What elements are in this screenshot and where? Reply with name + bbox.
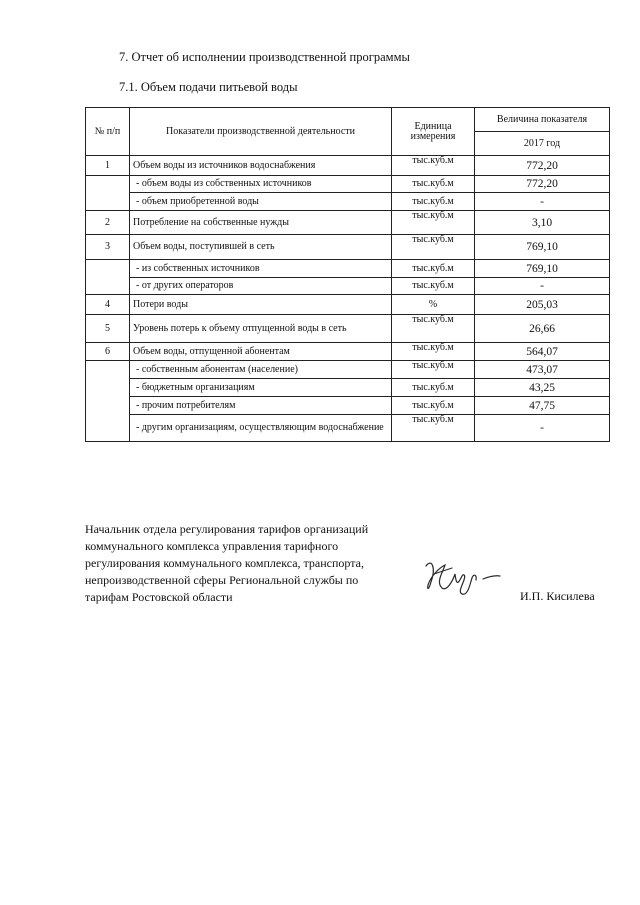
table-row — [86, 315, 610, 343]
row-unit: тыс.куб.м — [392, 343, 475, 361]
row-unit: тыс.куб.м — [392, 260, 475, 278]
row-name: Объем воды из источников водоснабжения — [130, 156, 392, 176]
table-row — [86, 235, 610, 260]
row-value: 47,75 — [475, 397, 610, 415]
signer-position — [85, 521, 425, 606]
row-name: - от других операторов — [130, 278, 392, 295]
row-name: Объем воды, поступившей в сеть — [130, 235, 392, 260]
row-value: 772,20 — [475, 156, 610, 176]
row-name: - собственным абонентам (население) — [130, 361, 392, 379]
row-unit: тыс.куб.м — [392, 278, 475, 295]
row-unit: тыс.куб.м — [392, 235, 475, 260]
table-row — [86, 193, 610, 211]
row-unit: тыс.куб.м — [392, 211, 475, 235]
table-row — [86, 278, 610, 295]
row-num: 1 — [86, 156, 130, 176]
table-row — [86, 343, 610, 361]
row-value: 26,66 — [475, 315, 610, 343]
row-value: 43,25 — [475, 379, 610, 397]
row-value: 205,03 — [475, 295, 610, 315]
row-name: - из собственных источников — [130, 260, 392, 278]
row-value: - — [475, 193, 610, 211]
row-num: 6 — [86, 343, 130, 361]
row-name: Объем воды, отпущенной абонентам — [130, 343, 392, 361]
row-name: - объем приобретенной воды — [130, 193, 392, 211]
header-indicator: Показатели производственной деятельности — [130, 108, 392, 156]
table-row — [86, 397, 610, 415]
row-unit: тыс.куб.м — [392, 176, 475, 193]
row-value: 473,07 — [475, 361, 610, 379]
table-row — [86, 361, 610, 379]
header-num: № п/п — [86, 108, 130, 156]
row-unit: тыс.куб.м — [392, 379, 475, 397]
row-num: 5 — [86, 315, 130, 343]
section-heading: 7. Отчет об исполнении производственной программы — [119, 50, 410, 64]
row-name: Уровень потерь к объему отпущенной воды в сеть — [130, 315, 392, 343]
signer-position-line: коммунального комплекса управления тарифного — [85, 539, 339, 553]
table-row — [86, 295, 610, 315]
row-name: Потери воды — [130, 295, 392, 315]
row-num: 3 — [86, 235, 130, 260]
row-name: - прочим потребителям — [130, 397, 392, 415]
water-supply-table — [85, 107, 610, 442]
table-row — [86, 379, 610, 397]
row-unit: тыс.куб.м — [392, 415, 475, 442]
row-value: 3,10 — [475, 211, 610, 235]
signer-name: И.П. Кисилева — [520, 589, 595, 603]
row-num — [86, 176, 130, 211]
signer-position-line: непроизводственной сферы Региональной службы по — [85, 573, 359, 587]
table-row — [86, 176, 610, 193]
row-unit: тыс.куб.м — [392, 397, 475, 415]
handwritten-signature — [420, 552, 510, 600]
signer-position-line: регулирования коммунального комплекса, транспорта, — [85, 556, 364, 570]
header-year: 2017 год — [475, 132, 610, 156]
header-value-group: Величина показателя — [475, 108, 610, 132]
row-value: 772,20 — [475, 176, 610, 193]
row-unit: тыс.куб.м — [392, 315, 475, 343]
row-value: - — [475, 415, 610, 442]
row-name: - объем воды из собственных источников — [130, 176, 392, 193]
table-row — [86, 260, 610, 278]
row-value: 769,10 — [475, 260, 610, 278]
row-num: 2 — [86, 211, 130, 235]
row-num: 4 — [86, 295, 130, 315]
row-num — [86, 361, 130, 442]
row-name: - бюджетным организациям — [130, 379, 392, 397]
row-unit: % — [392, 295, 475, 315]
table-row — [86, 415, 610, 442]
table-row — [86, 211, 610, 235]
signer-position-line: Начальник отдела регулирования тарифов организаций — [85, 522, 369, 536]
signer-position-line: тарифам Ростовской области — [85, 590, 233, 604]
table-row — [86, 156, 610, 176]
row-unit: тыс.куб.м — [392, 361, 475, 379]
row-name: - другим организациям, осуществляющим водоснабжение — [130, 415, 392, 442]
row-name: Потребление на собственные нужды — [130, 211, 392, 235]
row-value: 769,10 — [475, 235, 610, 260]
header-unit: Единица измерения — [392, 108, 475, 156]
subsection-heading: 7.1. Объем подачи питьевой воды — [119, 80, 298, 94]
row-unit: тыс.куб.м — [392, 156, 475, 176]
row-unit: тыс.куб.м — [392, 193, 475, 211]
row-value: - — [475, 278, 610, 295]
row-num — [86, 260, 130, 295]
row-value: 564,07 — [475, 343, 610, 361]
